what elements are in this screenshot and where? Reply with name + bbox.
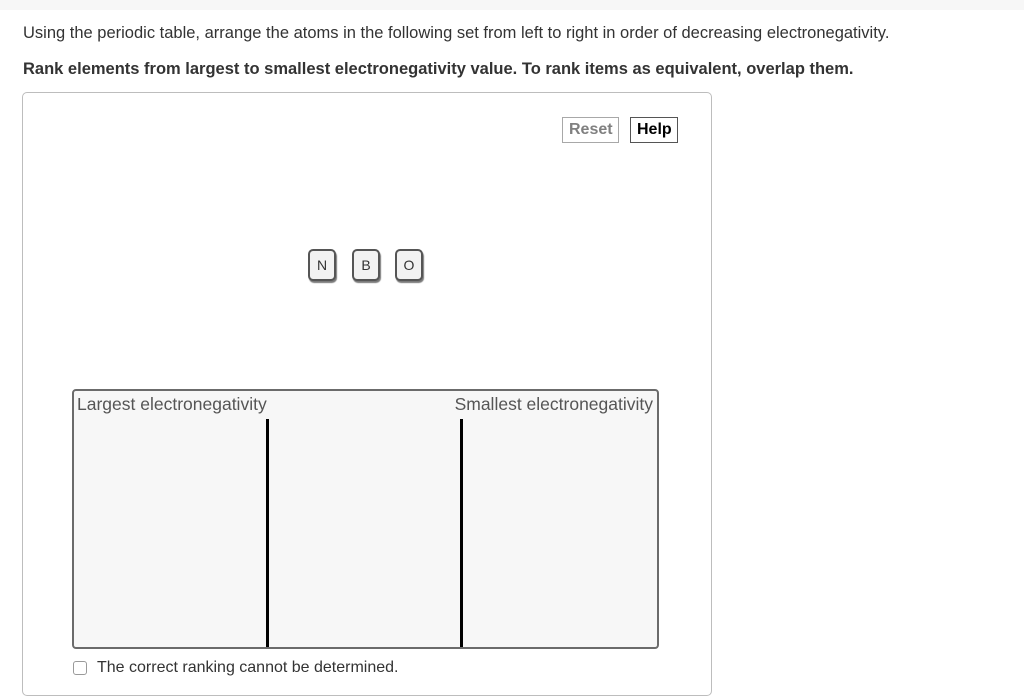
cannot-determine-label: The correct ranking cannot be determined. bbox=[97, 659, 399, 676]
ranking-drop-area[interactable] bbox=[72, 389, 659, 649]
tile-label: O bbox=[403, 257, 415, 273]
cannot-determine-checkbox[interactable] bbox=[73, 661, 87, 675]
smallest-label: Smallest electronegativity bbox=[454, 394, 653, 414]
reset-button[interactable]: Reset bbox=[562, 117, 619, 143]
top-strip bbox=[0, 0, 1024, 10]
question-instruction: Rank elements from largest to smallest electronegativity value. To rank items as equivalent, overlap them. bbox=[23, 60, 854, 78]
ranking-widget bbox=[22, 92, 712, 696]
tile-o[interactable] bbox=[395, 249, 423, 281]
cannot-determine-option[interactable] bbox=[73, 659, 399, 677]
ranking-divider-1 bbox=[266, 419, 269, 647]
tile-label: N bbox=[316, 257, 328, 273]
question-prompt: Using the periodic table, arrange the atoms in the following set from left to right in order of decreasing electronegativity. bbox=[23, 24, 890, 42]
tile-label: B bbox=[361, 257, 371, 273]
ranking-divider-2 bbox=[460, 419, 463, 647]
largest-label: Largest electronegativity bbox=[77, 394, 267, 414]
tile-b[interactable] bbox=[352, 249, 380, 281]
tile-n[interactable] bbox=[308, 249, 336, 281]
help-button[interactable]: Help bbox=[630, 117, 678, 143]
